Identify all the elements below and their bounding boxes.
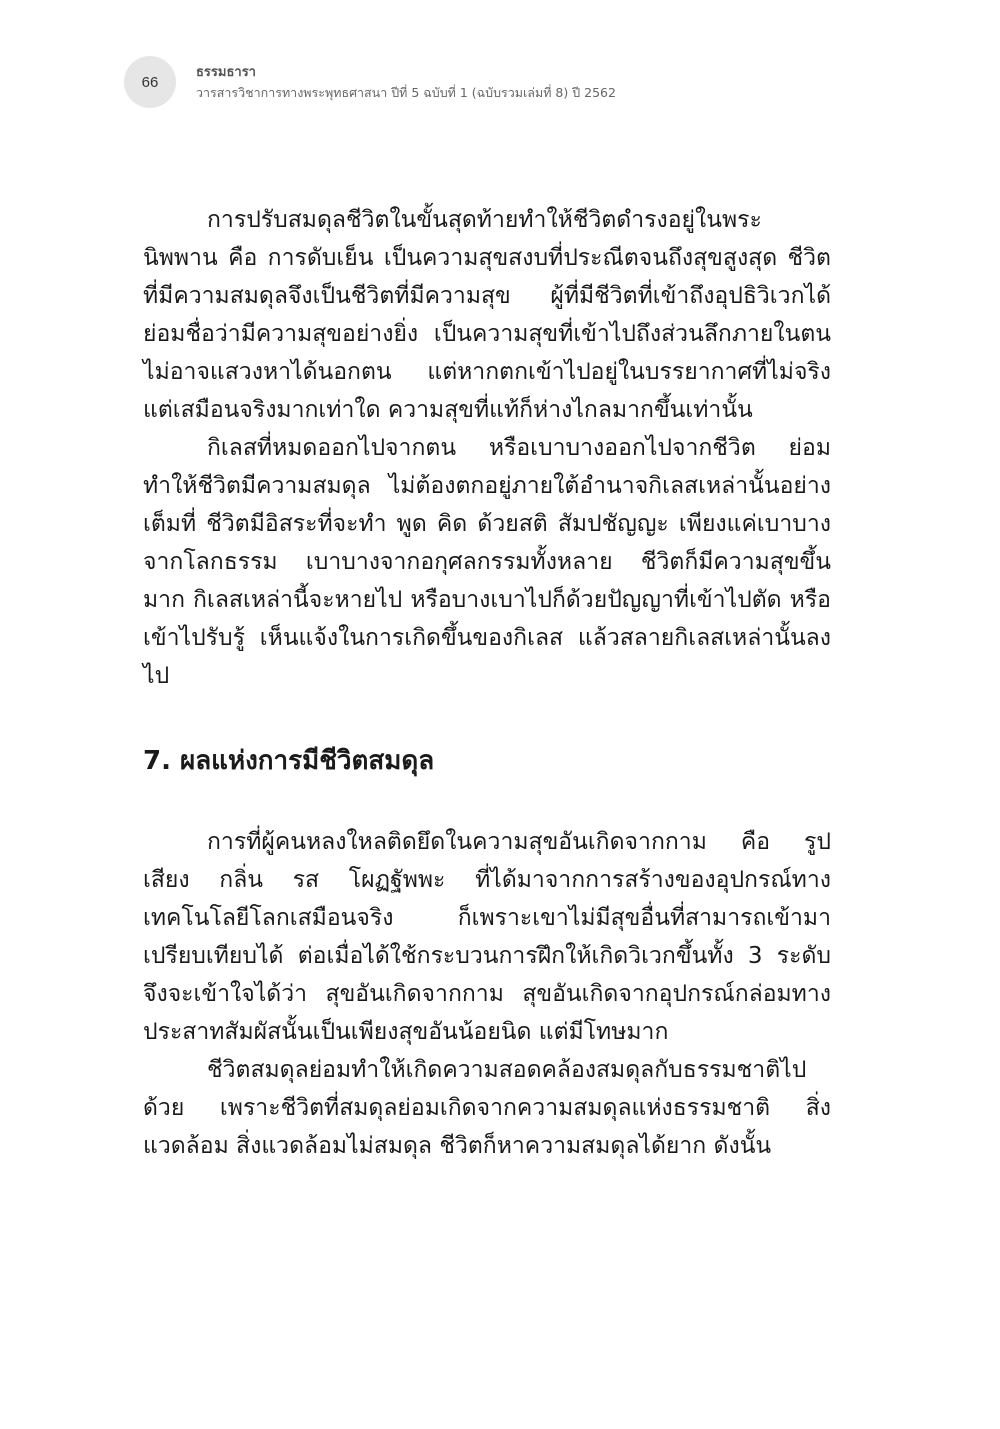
section-heading: 7. ผลแห่งการมีชีวิตสมดุล [143, 746, 435, 776]
page-header [124, 56, 924, 108]
article-body [143, 201, 831, 1165]
journal-subtitle: วารสารวิชาการทางพระพุทธศาสนา ปีที่ 5 ฉบับที่ 1 (ฉบับรวมเล่มที่ 8) ปี 2562 [196, 85, 616, 100]
journal-name: ธรรมธารา [196, 65, 256, 80]
paragraph: การที่ผู้คนหลงใหลติดยึดในความสุขอันเกิดจากกาม คือ รูป เสียง กลิ่น รส โผฏฐัพพะ ที่ได้มาจากการสร้างของอุปกรณ์ทางเทคโนโลยีโลกเสมือนจริง ก็เพราะเขาไม่มีสุขอื่นที่สามารถเข้ามาเปรียบเทียบได้ ต่อเมื่อได้ใช้กระบวนการฝึกให้เกิดวิเวกขึ้นทั้ง 3 ระดับ จึงจะเข้าใจได้ว่า สุขอันเกิดจากกาม สุขอันเกิดจากอุปกรณ์กล่อมทางประสาทสัมผัสนั้นเป็นเพียงสุขอันน้อยนิด แต่มีโทษมาก [143, 829, 831, 1045]
page-number: 66 [141, 73, 159, 91]
paragraph: กิเลสที่หมดออกไปจากตน หรือเบาบางออกไปจากชีวิต ย่อมทำให้ชีวิตมีความสมดุล ไม่ต้องตกอยู่ภายใต้อำนาจกิเลสเหล่านั้นอย่างเต็มที่ ชีวิตมีอิสระที่จะทำ พูด คิด ด้วยสติ สัมปชัญญะ เพียงแค่เบาบางจากโลกธรรม เบาบางจากอกุศลกรรมทั้งหลาย ชีวิตก็มีความสุขขึ้นมาก กิเลสเหล่านี้จะหายไป หรือบางเบาไปก็ด้วยปัญญาที่เข้าไปตัด หรือเข้าไปรับรู้ เห็นแจ้งในการเกิดขึ้นของกิเลส แล้วสลายกิเลสเหล่านั้นลงไป [143, 435, 831, 689]
page-number-badge [124, 56, 176, 108]
paragraph: การปรับสมดุลชีวิตในขั้นสุดท้ายทำให้ชีวิตดำรงอยู่ในพระนิพพาน คือ การดับเย็น เป็นความสุขสงบที่ประณีตจนถึงสุขสูงสุด ชีวิตที่มีความสมดุลจึงเป็นชีวิตที่มีความสุข ผู้ที่มีชีวิตที่เข้าถึงอุปธิวิเวกได้ ย่อมชื่อว่ามีความสุขอย่างยิ่ง เป็นความสุขที่เข้าไปถึงส่วนลึกภายในตน ไม่อาจแสวงหาได้นอกตน แต่หากตกเข้าไปอยู่ในบรรยากาศที่ไม่จริงแต่เสมือนจริงมากเท่าใด ความสุขที่แท้ก็ห่างไกลมากขึ้นเท่านั้น [143, 207, 831, 423]
paragraph: ชีวิตสมดุลย่อมทำให้เกิดความสอดคล้องสมดุลกับธรรมชาติไปด้วย เพราะชีวิตที่สมดุลย่อมเกิดจากความสมดุลแห่งธรรมชาติ สิ่งแวดล้อม สิ่งแวดล้อมไม่สมดุล ชีวิตก็หาความสมดุลได้ยาก ดังนั้น [143, 1057, 831, 1159]
